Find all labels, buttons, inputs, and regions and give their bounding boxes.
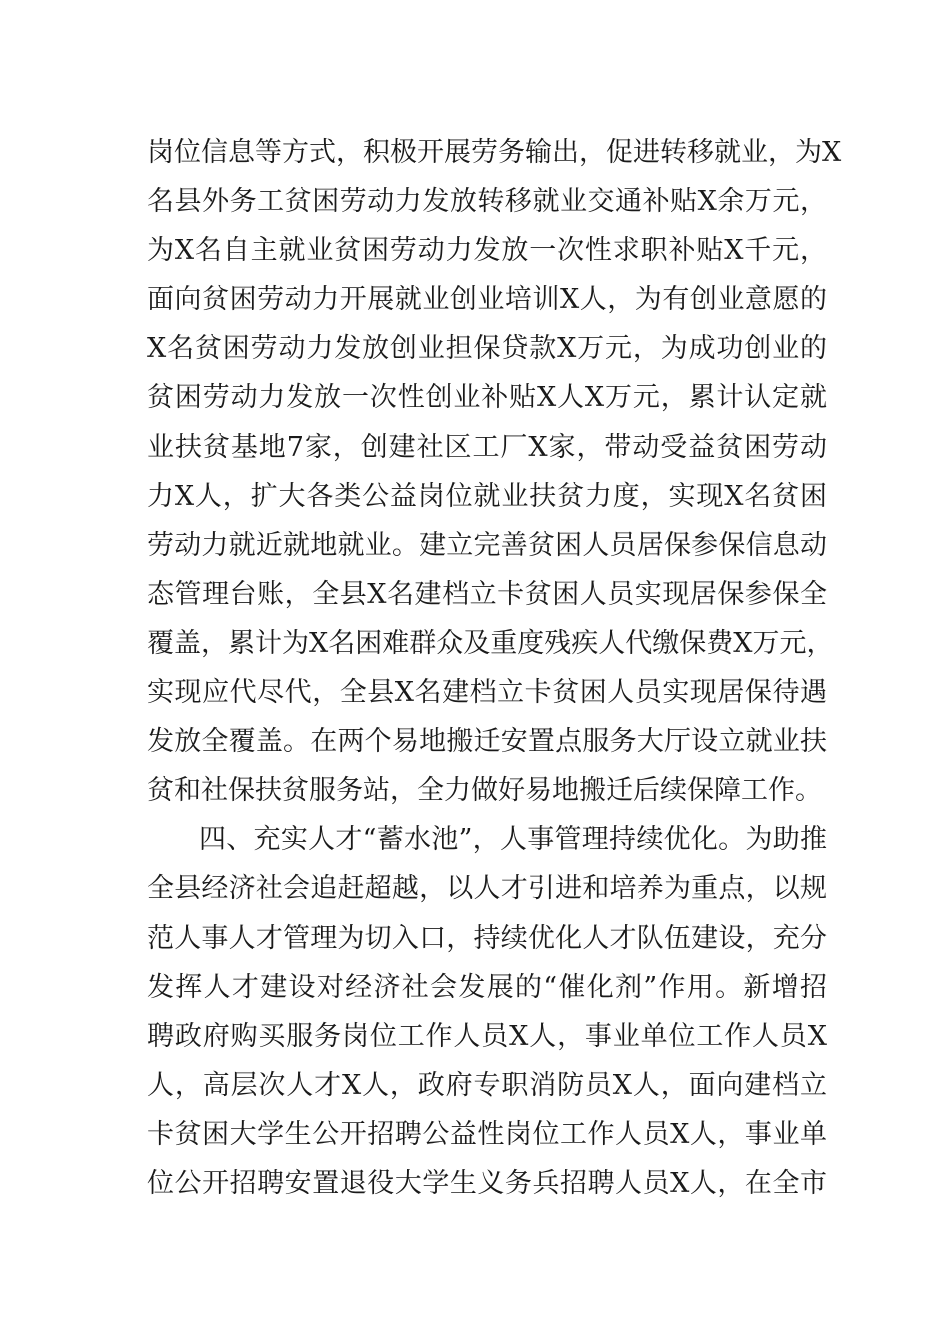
text-line: 态管理台账，全县X名建档立卡贫困人员实现居保参保全 bbox=[147, 578, 827, 610]
text-line: 卡贫困大学生公开招聘公益性岗位工作人员X人，事业单 bbox=[147, 1118, 827, 1150]
text-line: 实现应代尽代，全县X名建档立卡贫困人员实现居保待遇 bbox=[147, 677, 827, 709]
text-line: 岗位信息等方式，积极开展劳务输出，促进转移就业，为X bbox=[147, 137, 842, 168]
text-line: 为X名自主就业贫困劳动力发放一次性求职补贴X千元， bbox=[147, 235, 827, 267]
text-line: X名贫困劳动力发放创业担保贷款X万元，为成功创业的 bbox=[147, 333, 827, 365]
text-line: 发挥人才建设对经济社会发展的“催化剂”作用。新增招 bbox=[147, 971, 827, 1003]
text-line: 力X人，扩大各类公益岗位就业扶贫力度，实现X名贫困 bbox=[147, 480, 827, 512]
text-line: 贫困劳动力发放一次性创业补贴X人X万元，累计认定就 bbox=[147, 382, 827, 414]
text-line-paragraph-end: 贫和社保扶贫服务站，全力做好易地搬迁后续保障工作。 bbox=[147, 775, 822, 807]
text-line: 发放全覆盖。在两个易地搬迁安置点服务大厅设立就业扶 bbox=[147, 726, 827, 758]
text-line: 聘政府购买服务岗位工作人员X人，事业单位工作人员X bbox=[147, 1020, 827, 1052]
text-line: 覆盖，累计为X名困难群众及重度残疾人代缴保费X万元， bbox=[147, 627, 834, 659]
text-line: 人，高层次人才X人，政府专职消防员X人，面向建档立 bbox=[147, 1069, 827, 1101]
text-line: 劳动力就近就地就业。建立完善贫困人员居保参保信息动 bbox=[147, 529, 827, 561]
text-line: 位公开招聘安置退役大学生义务兵招聘人员X人，在全市 bbox=[147, 1167, 827, 1199]
text-line: 名县外务工贫困劳动力发放转移就业交通补贴X余万元， bbox=[147, 186, 827, 218]
text-line-paragraph-start: 四、充实人才“蓄水池”，人事管理持续优化。为助推 bbox=[199, 824, 827, 856]
body-text bbox=[147, 128, 842, 1208]
text-line: 面向贫困劳动力开展就业创业培训X人，为有创业意愿的 bbox=[147, 284, 827, 316]
text-line: 全县经济社会追赶超越，以人才引进和培养为重点，以规 bbox=[147, 873, 827, 905]
text-line: 业扶贫基地7家，创建社区工厂X家，带动受益贫困劳动 bbox=[147, 431, 827, 463]
text-line: 范人事人才管理为切入口，持续优化人才队伍建设，充分 bbox=[147, 922, 827, 954]
